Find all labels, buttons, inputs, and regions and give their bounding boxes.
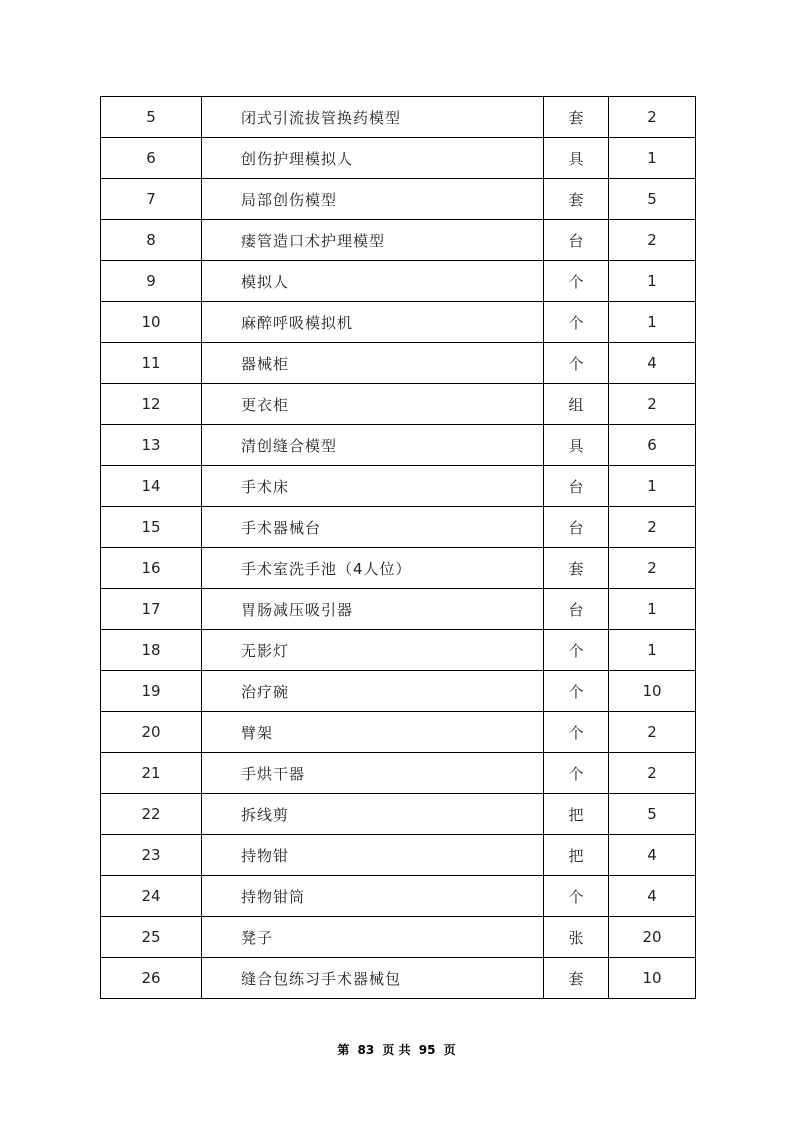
item-quantity: 1 bbox=[609, 261, 696, 302]
row-number: 8 bbox=[101, 220, 202, 261]
item-unit: 具 bbox=[544, 425, 609, 466]
row-number: 23 bbox=[101, 835, 202, 876]
item-unit: 个 bbox=[544, 876, 609, 917]
table-row bbox=[101, 302, 696, 343]
row-number: 14 bbox=[101, 466, 202, 507]
item-name: 持物钳筒 bbox=[202, 876, 544, 917]
table-row bbox=[101, 753, 696, 794]
item-name: 清创缝合模型 bbox=[202, 425, 544, 466]
row-number: 25 bbox=[101, 917, 202, 958]
item-unit: 个 bbox=[544, 753, 609, 794]
current-page-number: 83 bbox=[357, 1043, 375, 1057]
item-quantity: 10 bbox=[609, 958, 696, 999]
item-name: 手烘干器 bbox=[202, 753, 544, 794]
item-unit: 个 bbox=[544, 302, 609, 343]
item-unit: 套 bbox=[544, 548, 609, 589]
table-row bbox=[101, 138, 696, 179]
table-row bbox=[101, 917, 696, 958]
total-page-count: 95 bbox=[418, 1043, 436, 1057]
row-number: 19 bbox=[101, 671, 202, 712]
row-number: 6 bbox=[101, 138, 202, 179]
item-name: 凳子 bbox=[202, 917, 544, 958]
item-name: 闭式引流拔管换药模型 bbox=[202, 97, 544, 138]
item-name: 手术床 bbox=[202, 466, 544, 507]
item-quantity: 5 bbox=[609, 794, 696, 835]
table-row bbox=[101, 835, 696, 876]
table-body bbox=[101, 97, 696, 999]
item-unit: 套 bbox=[544, 179, 609, 220]
row-number: 12 bbox=[101, 384, 202, 425]
row-number: 9 bbox=[101, 261, 202, 302]
table-row bbox=[101, 343, 696, 384]
table-row bbox=[101, 958, 696, 999]
item-unit: 把 bbox=[544, 835, 609, 876]
row-number: 16 bbox=[101, 548, 202, 589]
table-row bbox=[101, 261, 696, 302]
item-quantity: 2 bbox=[609, 507, 696, 548]
table-row bbox=[101, 548, 696, 589]
item-quantity: 2 bbox=[609, 97, 696, 138]
item-unit: 把 bbox=[544, 794, 609, 835]
footer-prefix: 第 bbox=[337, 1043, 350, 1057]
item-name: 麻醉呼吸模拟机 bbox=[202, 302, 544, 343]
row-number: 24 bbox=[101, 876, 202, 917]
item-unit: 张 bbox=[544, 917, 609, 958]
table-row bbox=[101, 425, 696, 466]
row-number: 20 bbox=[101, 712, 202, 753]
table-row bbox=[101, 630, 696, 671]
table-row bbox=[101, 794, 696, 835]
table-row bbox=[101, 712, 696, 753]
item-name: 治疗碗 bbox=[202, 671, 544, 712]
table-row bbox=[101, 97, 696, 138]
item-name: 无影灯 bbox=[202, 630, 544, 671]
item-quantity: 20 bbox=[609, 917, 696, 958]
item-quantity: 4 bbox=[609, 876, 696, 917]
item-name: 拆线剪 bbox=[202, 794, 544, 835]
item-quantity: 2 bbox=[609, 220, 696, 261]
item-quantity: 1 bbox=[609, 630, 696, 671]
table-row bbox=[101, 220, 696, 261]
item-unit: 具 bbox=[544, 138, 609, 179]
item-unit: 套 bbox=[544, 958, 609, 999]
row-number: 17 bbox=[101, 589, 202, 630]
item-unit: 个 bbox=[544, 630, 609, 671]
item-unit: 个 bbox=[544, 712, 609, 753]
item-quantity: 2 bbox=[609, 753, 696, 794]
item-quantity: 2 bbox=[609, 548, 696, 589]
item-name: 持物钳 bbox=[202, 835, 544, 876]
table-row bbox=[101, 671, 696, 712]
item-name: 创伤护理模拟人 bbox=[202, 138, 544, 179]
item-unit: 台 bbox=[544, 589, 609, 630]
item-quantity: 2 bbox=[609, 384, 696, 425]
item-unit: 台 bbox=[544, 466, 609, 507]
row-number: 18 bbox=[101, 630, 202, 671]
item-name: 胃肠减压吸引器 bbox=[202, 589, 544, 630]
item-quantity: 5 bbox=[609, 179, 696, 220]
item-name: 器械柜 bbox=[202, 343, 544, 384]
row-number: 21 bbox=[101, 753, 202, 794]
item-name: 手术室洗手池（4人位） bbox=[202, 548, 544, 589]
table-row bbox=[101, 384, 696, 425]
item-unit: 套 bbox=[544, 97, 609, 138]
footer-suffix: 页 bbox=[443, 1043, 456, 1057]
item-quantity: 6 bbox=[609, 425, 696, 466]
item-quantity: 4 bbox=[609, 835, 696, 876]
item-quantity: 10 bbox=[609, 671, 696, 712]
row-number: 26 bbox=[101, 958, 202, 999]
item-unit: 个 bbox=[544, 343, 609, 384]
row-number: 5 bbox=[101, 97, 202, 138]
item-quantity: 1 bbox=[609, 466, 696, 507]
table-row bbox=[101, 466, 696, 507]
item-unit: 组 bbox=[544, 384, 609, 425]
item-unit: 个 bbox=[544, 671, 609, 712]
footer-middle: 页 共 bbox=[382, 1043, 411, 1057]
item-name: 臂架 bbox=[202, 712, 544, 753]
equipment-table bbox=[100, 96, 696, 999]
table-row bbox=[101, 589, 696, 630]
item-quantity: 1 bbox=[609, 302, 696, 343]
row-number: 22 bbox=[101, 794, 202, 835]
item-unit: 个 bbox=[544, 261, 609, 302]
item-quantity: 2 bbox=[609, 712, 696, 753]
item-name: 缝合包练习手术器械包 bbox=[202, 958, 544, 999]
row-number: 7 bbox=[101, 179, 202, 220]
row-number: 10 bbox=[101, 302, 202, 343]
item-name: 瘘管造口术护理模型 bbox=[202, 220, 544, 261]
item-name: 手术器械台 bbox=[202, 507, 544, 548]
item-quantity: 1 bbox=[609, 138, 696, 179]
item-name: 更衣柜 bbox=[202, 384, 544, 425]
item-name: 局部创伤模型 bbox=[202, 179, 544, 220]
item-quantity: 1 bbox=[609, 589, 696, 630]
table-row bbox=[101, 507, 696, 548]
table-row bbox=[101, 179, 696, 220]
page-footer bbox=[0, 1041, 793, 1058]
row-number: 15 bbox=[101, 507, 202, 548]
item-name: 模拟人 bbox=[202, 261, 544, 302]
item-unit: 台 bbox=[544, 507, 609, 548]
item-quantity: 4 bbox=[609, 343, 696, 384]
table-row bbox=[101, 876, 696, 917]
item-unit: 台 bbox=[544, 220, 609, 261]
row-number: 13 bbox=[101, 425, 202, 466]
row-number: 11 bbox=[101, 343, 202, 384]
